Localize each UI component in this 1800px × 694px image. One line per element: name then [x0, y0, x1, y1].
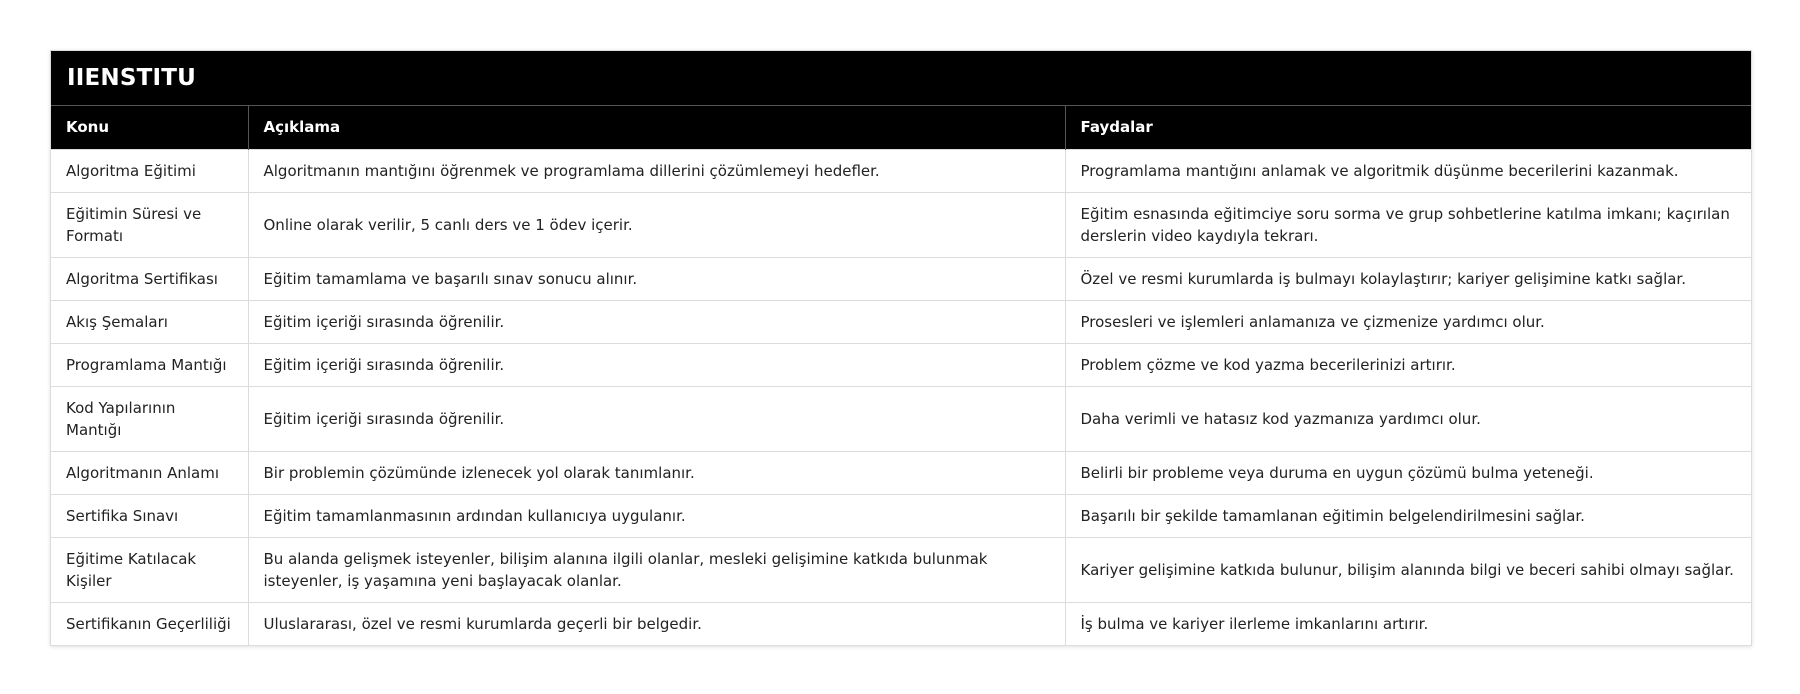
table-row	[51, 386, 1751, 451]
cell-konu: Eğitime Katılacak Kişiler	[51, 537, 248, 602]
cell-konu: Algoritmanın Anlamı	[51, 451, 248, 494]
cell-faydalar: Başarılı bir şekilde tamamlanan eğitimin belgelendirilmesini sağlar.	[1065, 494, 1751, 537]
table-row	[51, 192, 1751, 257]
table-row	[51, 537, 1751, 602]
cell-faydalar: İş bulma ve kariyer ilerleme imkanlarını artırır.	[1065, 602, 1751, 645]
header-faydalar: Faydalar	[1065, 106, 1751, 149]
info-table	[51, 106, 1751, 645]
cell-aciklama: Eğitim içeriği sırasında öğrenilir.	[248, 343, 1065, 386]
cell-aciklama: Algoritmanın mantığını öğrenmek ve programlama dillerini çözümlemeyi hedefler.	[248, 149, 1065, 192]
cell-faydalar: Daha verimli ve hatasız kod yazmanıza yardımcı olur.	[1065, 386, 1751, 451]
header-konu: Konu	[66, 118, 110, 137]
cell-konu: Programlama Mantığı	[51, 343, 248, 386]
cell-faydalar: Kariyer gelişimine katkıda bulunur, bilişim alanında bilgi ve beceri sahibi olmayı sağlar.	[1065, 537, 1751, 602]
cell-konu: Sertifika Sınavı	[51, 494, 248, 537]
cell-konu: Algoritma Eğitimi	[51, 149, 248, 192]
cell-aciklama: Uluslararası, özel ve resmi kurumlarda geçerli bir belgedir.	[248, 602, 1065, 645]
table-row	[51, 494, 1751, 537]
header-aciklama: Açıklama	[248, 106, 1065, 149]
cell-faydalar: Eğitim esnasında eğitimciye soru sorma ve grup sohbetlerine katılma imkanı; kaçırılan derslerin video kaydıyla tekrarı.	[1065, 192, 1751, 257]
table-row	[51, 602, 1751, 645]
table-header-row	[51, 106, 1751, 149]
cell-aciklama: Eğitim tamamlanmasının ardından kullanıcıya uygulanır.	[248, 494, 1065, 537]
cell-faydalar: Belirli bir probleme veya duruma en uygun çözümü bulma yeteneği.	[1065, 451, 1751, 494]
cell-konu: Algoritma Sertifikası	[51, 257, 248, 300]
cell-aciklama: Bu alanda gelişmek isteyenler, bilişim alanına ilgili olanlar, mesleki gelişimine katkıda bulunmak isteyenler, iş yaşamına yeni başlayacak olanlar.	[248, 537, 1065, 602]
cell-konu: Kod Yapılarının Mantığı	[51, 386, 248, 451]
table-row	[51, 451, 1751, 494]
cell-aciklama: Eğitim içeriği sırasında öğrenilir.	[248, 386, 1065, 451]
table-row	[51, 257, 1751, 300]
cell-konu: Eğitimin Süresi ve Formatı	[51, 192, 248, 257]
cell-aciklama: Eğitim içeriği sırasında öğrenilir.	[248, 300, 1065, 343]
cell-aciklama: Bir problemin çözümünde izlenecek yol olarak tanımlanır.	[248, 451, 1065, 494]
table-row	[51, 300, 1751, 343]
cell-faydalar: Özel ve resmi kurumlarda iş bulmayı kolaylaştırır; kariyer gelişimine katkı sağlar.	[1065, 257, 1751, 300]
cell-konu: Sertifikanın Geçerliliği	[51, 602, 248, 645]
cell-aciklama: Eğitim tamamlama ve başarılı sınav sonucu alınır.	[248, 257, 1065, 300]
cell-faydalar: Problem çözme ve kod yazma becerilerinizi artırır.	[1065, 343, 1751, 386]
brand-title: IIENSTITU	[51, 51, 1751, 106]
table-row	[51, 149, 1751, 192]
cell-faydalar: Prosesleri ve işlemleri anlamanıza ve çizmenize yardımcı olur.	[1065, 300, 1751, 343]
cell-aciklama: Online olarak verilir, 5 canlı ders ve 1 ödev içerir.	[248, 192, 1065, 257]
cell-konu: Akış Şemaları	[51, 300, 248, 343]
cell-faydalar: Programlama mantığını anlamak ve algoritmik düşünme becerilerini kazanmak.	[1065, 149, 1751, 192]
table-row	[51, 343, 1751, 386]
info-table-card	[50, 50, 1752, 646]
